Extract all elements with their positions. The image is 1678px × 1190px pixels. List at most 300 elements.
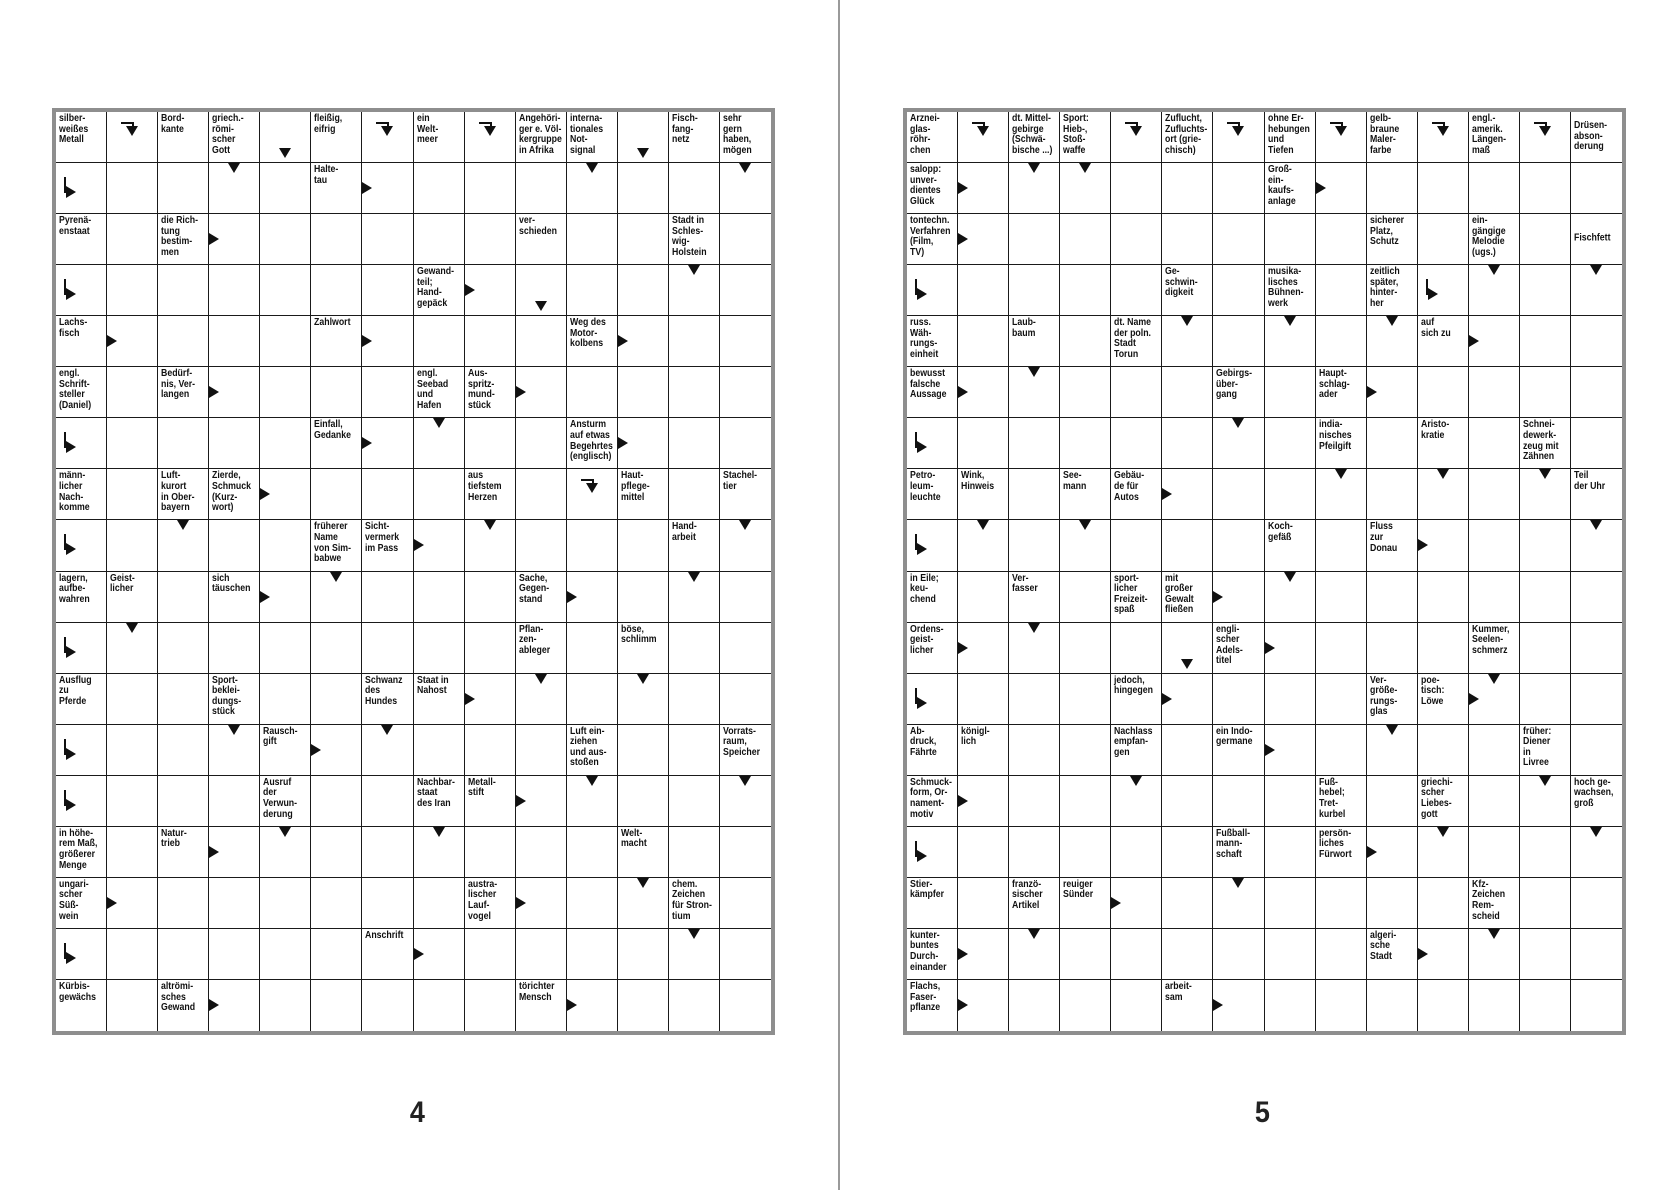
answer-cell[interactable] xyxy=(567,265,618,316)
answer-cell[interactable] xyxy=(618,163,669,214)
answer-cell[interactable] xyxy=(158,929,209,980)
arrow-down-icon xyxy=(1437,469,1449,479)
answer-cell[interactable] xyxy=(1469,572,1520,623)
answer-cell[interactable] xyxy=(1520,980,1571,1031)
answer-cell[interactable] xyxy=(1418,623,1469,674)
answer-cell[interactable] xyxy=(1316,878,1367,929)
answer-cell[interactable] xyxy=(260,418,311,469)
answer-cell[interactable] xyxy=(107,265,158,316)
answer-cell[interactable] xyxy=(1265,418,1316,469)
answer-cell[interactable] xyxy=(1469,776,1520,827)
answer-cell[interactable] xyxy=(1520,827,1571,878)
answer-cell[interactable] xyxy=(1111,980,1162,1031)
answer-cell[interactable] xyxy=(1162,827,1213,878)
answer-cell[interactable] xyxy=(958,265,1009,316)
clue-text: Ver- fasser xyxy=(1012,572,1038,595)
arrow-right-icon xyxy=(618,335,628,347)
answer-cell[interactable] xyxy=(567,367,618,418)
answer-cell[interactable] xyxy=(1213,520,1264,571)
answer-cell[interactable] xyxy=(567,623,618,674)
answer-cell[interactable] xyxy=(362,469,413,520)
answer-cell[interactable] xyxy=(669,163,720,214)
answer-cell[interactable] xyxy=(260,980,311,1031)
answer-cell[interactable] xyxy=(958,674,1009,725)
answer-cell[interactable] xyxy=(516,316,567,367)
answer-cell[interactable] xyxy=(414,623,465,674)
clue-text: früherer Name von Sim- babwe xyxy=(314,521,352,565)
answer-cell[interactable] xyxy=(260,214,311,265)
answer-cell[interactable] xyxy=(567,878,618,929)
clue-text: Rausch- gift xyxy=(263,725,298,748)
answer-cell[interactable] xyxy=(958,827,1009,878)
answer-cell[interactable] xyxy=(362,265,413,316)
answer-cell[interactable] xyxy=(1418,214,1469,265)
answer-cell[interactable] xyxy=(1060,418,1111,469)
answer-cell[interactable] xyxy=(1162,929,1213,980)
answer-cell[interactable] xyxy=(1265,980,1316,1031)
clue-text: Sicht- vermerk im Pass xyxy=(365,521,400,554)
answer-cell[interactable] xyxy=(1316,623,1367,674)
clue-cell xyxy=(414,112,465,163)
answer-cell[interactable] xyxy=(107,929,158,980)
answer-cell[interactable] xyxy=(107,520,158,571)
clue-text: zeitlich später, hinter- her xyxy=(1369,266,1400,309)
answer-cell[interactable] xyxy=(158,418,209,469)
answer-cell[interactable] xyxy=(1571,163,1622,214)
clue-text: engl.- amerik. Längen- maß xyxy=(1471,113,1506,156)
answer-cell[interactable] xyxy=(669,316,720,367)
answer-cell[interactable] xyxy=(1213,316,1264,367)
answer-cell[interactable] xyxy=(1571,316,1622,367)
answer-cell[interactable] xyxy=(1469,469,1520,520)
clue-text: in Eile; keu- chend xyxy=(910,572,939,605)
answer-cell[interactable] xyxy=(1213,163,1264,214)
answer-cell[interactable] xyxy=(260,929,311,980)
answer-cell[interactable] xyxy=(1060,827,1111,878)
answer-cell[interactable] xyxy=(1418,878,1469,929)
answer-cell[interactable] xyxy=(311,265,362,316)
arrow-down-icon xyxy=(1028,163,1040,173)
answer-cell[interactable] xyxy=(362,623,413,674)
answer-cell[interactable] xyxy=(1009,418,1060,469)
answer-cell[interactable] xyxy=(1571,418,1622,469)
clue-text: Angehöri- ger e. Völ- kergruppe in Afrika xyxy=(518,113,562,156)
answer-cell[interactable] xyxy=(362,367,413,418)
answer-cell[interactable] xyxy=(1060,572,1111,623)
answer-cell[interactable] xyxy=(1060,316,1111,367)
answer-cell[interactable] xyxy=(209,929,260,980)
answer-cell[interactable] xyxy=(1060,725,1111,776)
answer-cell[interactable] xyxy=(414,316,465,367)
answer-cell[interactable] xyxy=(618,980,669,1031)
answer-cell[interactable] xyxy=(260,878,311,929)
answer-cell[interactable] xyxy=(1367,623,1418,674)
answer-cell[interactable] xyxy=(567,827,618,878)
answer-cell[interactable] xyxy=(107,674,158,725)
answer-cell[interactable] xyxy=(107,214,158,265)
answer-cell[interactable] xyxy=(720,367,771,418)
answer-cell[interactable] xyxy=(1520,674,1571,725)
answer-cell[interactable] xyxy=(362,827,413,878)
answer-cell[interactable] xyxy=(311,878,362,929)
answer-cell[interactable] xyxy=(311,980,362,1031)
answer-cell[interactable] xyxy=(465,163,516,214)
answer-cell[interactable] xyxy=(209,316,260,367)
answer-cell[interactable] xyxy=(1469,163,1520,214)
answer-cell[interactable] xyxy=(209,776,260,827)
answer-cell[interactable] xyxy=(1571,878,1622,929)
answer-cell[interactable] xyxy=(260,316,311,367)
answer-cell[interactable] xyxy=(516,520,567,571)
answer-cell[interactable] xyxy=(1316,572,1367,623)
answer-cell[interactable] xyxy=(720,980,771,1031)
clue-cell xyxy=(56,929,107,980)
answer-cell[interactable] xyxy=(465,214,516,265)
answer-cell[interactable] xyxy=(107,163,158,214)
answer-cell[interactable] xyxy=(1571,725,1622,776)
answer-cell[interactable] xyxy=(1060,929,1111,980)
answer-cell[interactable] xyxy=(720,674,771,725)
answer-cell[interactable] xyxy=(516,418,567,469)
answer-cell[interactable] xyxy=(1111,418,1162,469)
answer-cell[interactable] xyxy=(311,674,362,725)
arrow-down-icon xyxy=(688,929,700,939)
answer-cell[interactable] xyxy=(362,214,413,265)
answer-cell[interactable] xyxy=(1265,776,1316,827)
answer-cell[interactable] xyxy=(1009,776,1060,827)
answer-cell[interactable] xyxy=(669,980,720,1031)
answer-cell[interactable] xyxy=(1060,265,1111,316)
answer-cell[interactable] xyxy=(1367,418,1418,469)
answer-cell[interactable] xyxy=(1265,469,1316,520)
answer-cell[interactable] xyxy=(1316,725,1367,776)
answer-cell[interactable] xyxy=(107,418,158,469)
answer-cell[interactable] xyxy=(107,367,158,418)
answer-cell[interactable] xyxy=(1469,725,1520,776)
answer-cell[interactable] xyxy=(1009,265,1060,316)
answer-cell[interactable] xyxy=(158,163,209,214)
answer-cell[interactable] xyxy=(107,827,158,878)
answer-cell[interactable] xyxy=(1009,725,1060,776)
answer-cell[interactable] xyxy=(1009,980,1060,1031)
answer-cell[interactable] xyxy=(1520,623,1571,674)
answer-cell[interactable] xyxy=(669,469,720,520)
answer-cell[interactable] xyxy=(1060,367,1111,418)
clue-text: musika- lisches Bühnen- werk xyxy=(1267,266,1304,309)
answer-cell[interactable] xyxy=(1111,623,1162,674)
answer-cell[interactable] xyxy=(669,674,720,725)
answer-cell[interactable] xyxy=(414,469,465,520)
answer-cell[interactable] xyxy=(567,520,618,571)
answer-cell[interactable] xyxy=(158,725,209,776)
answer-cell[interactable] xyxy=(1367,572,1418,623)
answer-cell[interactable] xyxy=(1162,418,1213,469)
answer-cell[interactable] xyxy=(720,929,771,980)
answer-cell[interactable] xyxy=(1213,674,1264,725)
answer-cell[interactable] xyxy=(516,725,567,776)
answer-cell[interactable] xyxy=(618,572,669,623)
answer-cell[interactable] xyxy=(1162,725,1213,776)
clue-text: Aristo- kratie xyxy=(1420,419,1449,441)
answer-cell[interactable] xyxy=(260,520,311,571)
answer-cell[interactable] xyxy=(260,623,311,674)
clue-cell xyxy=(1265,520,1316,571)
answer-cell[interactable] xyxy=(311,929,362,980)
answer-cell[interactable] xyxy=(260,367,311,418)
arrow-right-icon xyxy=(516,386,526,398)
answer-cell[interactable] xyxy=(1418,725,1469,776)
answer-cell[interactable] xyxy=(158,878,209,929)
answer-cell[interactable] xyxy=(362,776,413,827)
answer-cell[interactable] xyxy=(1162,776,1213,827)
clue-cell xyxy=(56,418,107,469)
answer-cell[interactable] xyxy=(618,367,669,418)
answer-cell[interactable] xyxy=(465,623,516,674)
answer-cell[interactable] xyxy=(1213,776,1264,827)
answer-cell[interactable] xyxy=(1060,674,1111,725)
answer-cell[interactable] xyxy=(465,316,516,367)
answer-cell[interactable] xyxy=(1418,980,1469,1031)
answer-cell[interactable] xyxy=(107,469,158,520)
answer-cell[interactable] xyxy=(669,776,720,827)
answer-cell[interactable] xyxy=(720,265,771,316)
answer-cell[interactable] xyxy=(209,418,260,469)
answer-cell[interactable] xyxy=(1520,572,1571,623)
answer-cell[interactable] xyxy=(720,623,771,674)
answer-cell[interactable] xyxy=(362,572,413,623)
answer-cell[interactable] xyxy=(311,214,362,265)
answer-cell[interactable] xyxy=(1213,265,1264,316)
answer-cell[interactable] xyxy=(1162,878,1213,929)
answer-cell[interactable] xyxy=(1469,367,1520,418)
answer-cell[interactable] xyxy=(618,929,669,980)
answer-cell[interactable] xyxy=(158,776,209,827)
answer-cell[interactable] xyxy=(1469,520,1520,571)
arrow-down-icon xyxy=(637,674,649,684)
answer-cell[interactable] xyxy=(465,980,516,1031)
answer-cell[interactable] xyxy=(1265,827,1316,878)
answer-cell[interactable] xyxy=(1571,623,1622,674)
clue-text: india- nisches Pfeilgift xyxy=(1318,419,1352,452)
answer-cell[interactable] xyxy=(107,725,158,776)
answer-cell[interactable] xyxy=(516,827,567,878)
answer-cell[interactable] xyxy=(516,469,567,520)
clue-text: engli- scher Adels- titel xyxy=(1216,623,1244,667)
answer-cell[interactable] xyxy=(1265,367,1316,418)
answer-cell[interactable] xyxy=(158,316,209,367)
answer-cell[interactable] xyxy=(1316,929,1367,980)
answer-cell[interactable] xyxy=(669,827,720,878)
answer-cell[interactable] xyxy=(1469,418,1520,469)
answer-cell[interactable] xyxy=(1213,214,1264,265)
answer-cell[interactable] xyxy=(618,725,669,776)
answer-cell[interactable] xyxy=(260,674,311,725)
answer-cell[interactable] xyxy=(1367,163,1418,214)
answer-cell[interactable] xyxy=(311,776,362,827)
answer-cell[interactable] xyxy=(260,163,311,214)
answer-cell[interactable] xyxy=(720,214,771,265)
answer-cell[interactable] xyxy=(1571,367,1622,418)
answer-cell[interactable] xyxy=(516,163,567,214)
answer-cell[interactable] xyxy=(362,878,413,929)
answer-cell[interactable] xyxy=(1009,827,1060,878)
answer-cell[interactable] xyxy=(158,674,209,725)
answer-cell[interactable] xyxy=(414,572,465,623)
answer-cell[interactable] xyxy=(1520,163,1571,214)
answer-cell[interactable] xyxy=(1367,776,1418,827)
answer-cell[interactable] xyxy=(1213,469,1264,520)
answer-cell[interactable] xyxy=(1367,469,1418,520)
answer-cell[interactable] xyxy=(158,572,209,623)
answer-cell[interactable] xyxy=(1316,265,1367,316)
answer-cell[interactable] xyxy=(1571,674,1622,725)
answer-cell[interactable] xyxy=(1520,520,1571,571)
clue-text: tontechn. Verfahren (Film, TV) xyxy=(910,215,951,258)
answer-cell[interactable] xyxy=(414,163,465,214)
answer-cell[interactable] xyxy=(618,776,669,827)
answer-cell[interactable] xyxy=(958,418,1009,469)
answer-cell[interactable] xyxy=(1009,520,1060,571)
answer-cell[interactable] xyxy=(669,367,720,418)
answer-cell[interactable] xyxy=(958,878,1009,929)
clue-cell xyxy=(958,112,1009,163)
answer-cell[interactable] xyxy=(1520,367,1571,418)
clue-cell xyxy=(907,725,958,776)
answer-cell[interactable] xyxy=(1265,929,1316,980)
answer-cell[interactable] xyxy=(1520,929,1571,980)
answer-cell[interactable] xyxy=(1418,163,1469,214)
answer-cell[interactable] xyxy=(1316,980,1367,1031)
answer-cell[interactable] xyxy=(465,725,516,776)
answer-cell[interactable] xyxy=(414,214,465,265)
answer-cell[interactable] xyxy=(1469,827,1520,878)
answer-cell[interactable] xyxy=(1060,980,1111,1031)
answer-cell[interactable] xyxy=(618,520,669,571)
answer-cell[interactable] xyxy=(1111,367,1162,418)
answer-cell[interactable] xyxy=(311,827,362,878)
arrow-right-icon xyxy=(1265,744,1275,756)
answer-cell[interactable] xyxy=(1520,265,1571,316)
arrow-right-icon xyxy=(1367,386,1377,398)
answer-cell[interactable] xyxy=(1111,929,1162,980)
answer-cell[interactable] xyxy=(958,316,1009,367)
clue-cell xyxy=(1367,674,1418,725)
answer-cell[interactable] xyxy=(1571,572,1622,623)
answer-cell[interactable] xyxy=(1111,163,1162,214)
answer-cell[interactable] xyxy=(1009,469,1060,520)
answer-cell[interactable] xyxy=(1111,827,1162,878)
answer-cell[interactable] xyxy=(107,776,158,827)
answer-cell[interactable] xyxy=(1111,520,1162,571)
answer-cell[interactable] xyxy=(669,418,720,469)
answer-cell[interactable] xyxy=(465,827,516,878)
answer-cell[interactable] xyxy=(1265,214,1316,265)
answer-cell[interactable] xyxy=(669,623,720,674)
answer-cell[interactable] xyxy=(720,572,771,623)
clue-cell xyxy=(907,214,958,265)
answer-cell[interactable] xyxy=(362,980,413,1031)
answer-cell[interactable] xyxy=(720,827,771,878)
answer-cell[interactable] xyxy=(1060,776,1111,827)
answer-cell[interactable] xyxy=(311,469,362,520)
answer-cell[interactable] xyxy=(414,878,465,929)
answer-cell[interactable] xyxy=(1009,674,1060,725)
answer-cell[interactable] xyxy=(1469,980,1520,1031)
answer-cell[interactable] xyxy=(1162,163,1213,214)
answer-cell[interactable] xyxy=(618,214,669,265)
answer-cell[interactable] xyxy=(1316,674,1367,725)
arrow-down-icon xyxy=(1079,520,1091,530)
answer-cell[interactable] xyxy=(669,725,720,776)
clue-text: reuiger Sünder xyxy=(1063,878,1094,901)
answer-cell[interactable] xyxy=(1060,214,1111,265)
answer-cell[interactable] xyxy=(1213,929,1264,980)
answer-cell[interactable] xyxy=(158,265,209,316)
answer-cell[interactable] xyxy=(1316,520,1367,571)
answer-cell[interactable] xyxy=(1265,674,1316,725)
answer-cell[interactable] xyxy=(1571,929,1622,980)
answer-cell[interactable] xyxy=(1111,214,1162,265)
answer-cell[interactable] xyxy=(1111,265,1162,316)
answer-cell[interactable] xyxy=(1316,214,1367,265)
answer-cell[interactable] xyxy=(260,265,311,316)
answer-cell[interactable] xyxy=(1520,878,1571,929)
answer-cell[interactable] xyxy=(209,265,260,316)
answer-cell[interactable] xyxy=(1418,367,1469,418)
answer-cell[interactable] xyxy=(567,929,618,980)
answer-cell[interactable] xyxy=(1009,214,1060,265)
answer-cell[interactable] xyxy=(1367,980,1418,1031)
answer-cell[interactable] xyxy=(1060,623,1111,674)
answer-cell[interactable] xyxy=(465,418,516,469)
answer-cell[interactable] xyxy=(311,367,362,418)
answer-cell[interactable] xyxy=(107,980,158,1031)
answer-cell[interactable] xyxy=(1316,316,1367,367)
answer-cell[interactable] xyxy=(465,572,516,623)
answer-cell[interactable] xyxy=(720,878,771,929)
page-number: 4 xyxy=(409,1096,425,1129)
answer-cell[interactable] xyxy=(1162,367,1213,418)
answer-cell[interactable] xyxy=(414,980,465,1031)
answer-cell[interactable] xyxy=(1520,214,1571,265)
answer-cell[interactable] xyxy=(567,674,618,725)
clue-text: ungari- scher Süß- wein xyxy=(59,878,89,922)
answer-cell[interactable] xyxy=(1520,316,1571,367)
answer-cell[interactable] xyxy=(720,418,771,469)
clue-text: Stachel- tier xyxy=(722,470,758,492)
answer-cell[interactable] xyxy=(1162,214,1213,265)
answer-cell[interactable] xyxy=(209,623,260,674)
answer-cell[interactable] xyxy=(1418,572,1469,623)
answer-cell[interactable] xyxy=(618,265,669,316)
answer-cell[interactable] xyxy=(1367,878,1418,929)
answer-cell[interactable] xyxy=(209,878,260,929)
answer-cell[interactable] xyxy=(158,623,209,674)
answer-cell[interactable] xyxy=(1571,980,1622,1031)
answer-cell[interactable] xyxy=(1265,878,1316,929)
answer-cell[interactable] xyxy=(958,572,1009,623)
clue-text: sport- licher Freizeit- spaß xyxy=(1114,572,1148,616)
answer-cell[interactable] xyxy=(516,929,567,980)
answer-cell[interactable] xyxy=(209,520,260,571)
answer-cell[interactable] xyxy=(465,929,516,980)
answer-cell[interactable] xyxy=(414,725,465,776)
clue-cell xyxy=(907,827,958,878)
answer-cell[interactable] xyxy=(720,316,771,367)
answer-cell[interactable] xyxy=(1162,520,1213,571)
answer-cell[interactable] xyxy=(311,623,362,674)
answer-cell[interactable] xyxy=(567,214,618,265)
